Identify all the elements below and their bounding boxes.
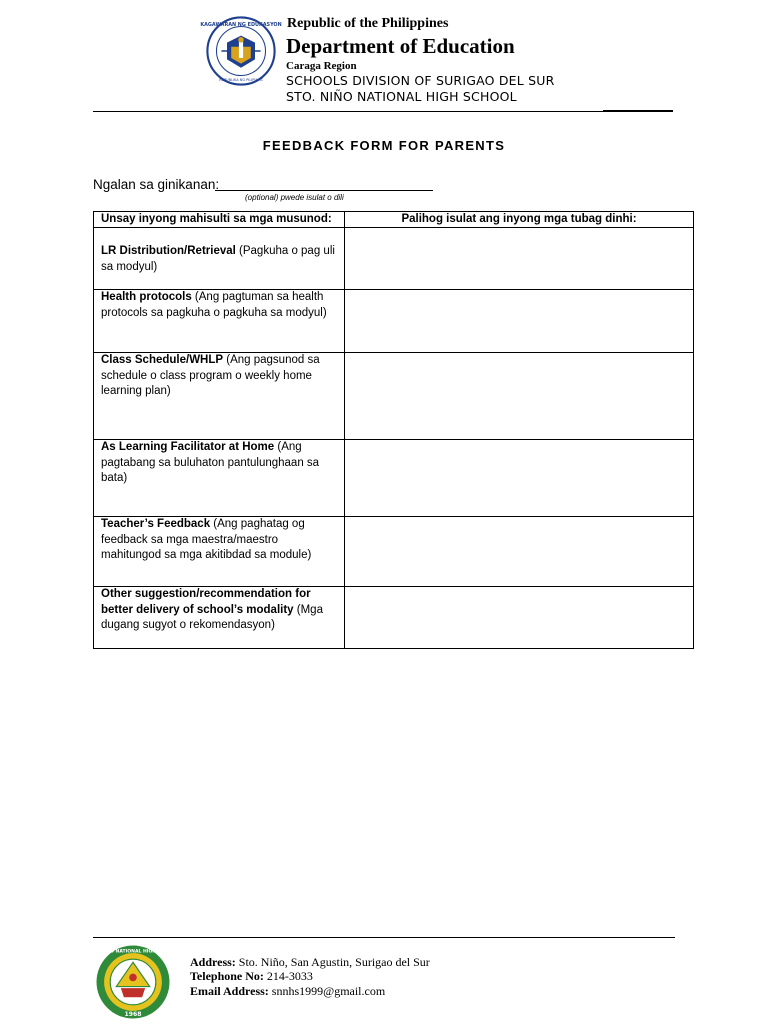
feedback-answer-cell[interactable] [345, 353, 694, 440]
feedback-topic-name: Teacher’s Feedback [101, 518, 211, 530]
feedback-topic-name: Class Schedule/WHLP [101, 354, 224, 366]
column-header-topics: Unsay inyong mahisulti sa mga musunod: [94, 212, 345, 228]
feedback-topic-name: Other suggestion/recommendation for better delivery of school’s modality [101, 588, 311, 616]
table-header-row [94, 212, 694, 228]
footer-email-label: Email Address: [190, 984, 269, 998]
feedback-topic [94, 290, 345, 353]
feedback-topic-desc: (Pagkuha o pag uli sa modyul) [101, 245, 335, 273]
footer-divider [93, 937, 675, 938]
feedback-topic-desc: (Ang pagsunod sa schedule o class program o weekly home learning plan) [101, 354, 320, 397]
feedback-topic-name: LR Distribution/Retrieval [101, 245, 236, 257]
feedback-table [93, 211, 694, 649]
form-title: FEEDBACK FORM FOR PARENTS [262, 138, 506, 153]
school-seal-text: STO. NIÑO NATIONAL HIGH SCHOOL [87, 949, 179, 955]
column-header-answers: Palihog isulat ang inyong mga tubag dinhi: [345, 212, 694, 228]
feedback-answer-cell[interactable] [345, 228, 694, 290]
table-row [94, 353, 694, 440]
footer-address [190, 955, 430, 970]
deped-seal-logo [200, 16, 282, 86]
footer-address-value: Sto. Niño, San Agustin, Surigao del Sur [235, 955, 430, 969]
footer-address-label: Address: [190, 955, 236, 969]
feedback-answer-cell[interactable] [345, 517, 694, 587]
header-divider-accent [603, 110, 673, 112]
school-seal-year: 1968 [124, 1011, 142, 1019]
school-seal-logo [87, 944, 179, 1020]
region-name: Caraga Region [286, 60, 357, 72]
table-row [94, 517, 694, 587]
feedback-topic-desc: (Mga dugang sugyot o rekomendasyon) [101, 603, 323, 631]
footer-email [190, 984, 385, 999]
feedback-topic-desc: (Ang pagtuman sa health protocols sa pagkuha o pagkuha sa modyul) [101, 291, 327, 319]
table-row [94, 440, 694, 517]
feedback-topic-desc: (Ang paghatag og feedback sa mga maestra/maestro mahitungod sa mga akitibdad sa module) [101, 518, 312, 561]
division-name: SCHOOLS DIVISION OF SURIGAO DEL SUR [286, 73, 555, 88]
feedback-topic-desc: (Ang pagtabang sa buluhaton pantulunghaan sa bata) [101, 441, 320, 484]
parent-name-hint: (optional) pwede isulat o dili [245, 193, 344, 202]
footer-phone-label: Telephone No: [190, 969, 264, 983]
feedback-topic [94, 587, 345, 649]
feedback-answer-cell[interactable] [345, 587, 694, 649]
footer-email-value: snnhs1999@gmail.com [268, 984, 386, 998]
school-name: STO. NIÑO NATIONAL HIGH SCHOOL [286, 89, 517, 104]
table-row [94, 587, 694, 649]
parent-name-label: Ngalan sa ginikanan: [93, 177, 220, 192]
header-divider [93, 111, 673, 112]
feedback-answer-cell[interactable] [345, 440, 694, 517]
table-row [94, 228, 694, 290]
feedback-topic-name: Health protocols [101, 291, 192, 303]
feedback-answer-cell[interactable] [345, 290, 694, 353]
feedback-topic [94, 440, 345, 517]
feedback-topic [94, 228, 345, 290]
republic-line: Republic of the Philippines [287, 16, 449, 31]
deped-seal-text-bottom: REPUBLIKA NG PILIPINAS [219, 78, 263, 83]
footer-phone-value: 214-3033 [263, 969, 313, 983]
feedback-topic [94, 517, 345, 587]
feedback-topic-name: As Learning Facilitator at Home [101, 441, 275, 453]
deped-seal-text-top: KAGAWARAN NG EDUKASYON [200, 21, 282, 28]
footer-phone [190, 969, 313, 984]
parent-name-field[interactable] [215, 190, 433, 191]
department-name: Department of Education [286, 34, 515, 58]
table-row [94, 290, 694, 353]
feedback-topic [94, 353, 345, 440]
